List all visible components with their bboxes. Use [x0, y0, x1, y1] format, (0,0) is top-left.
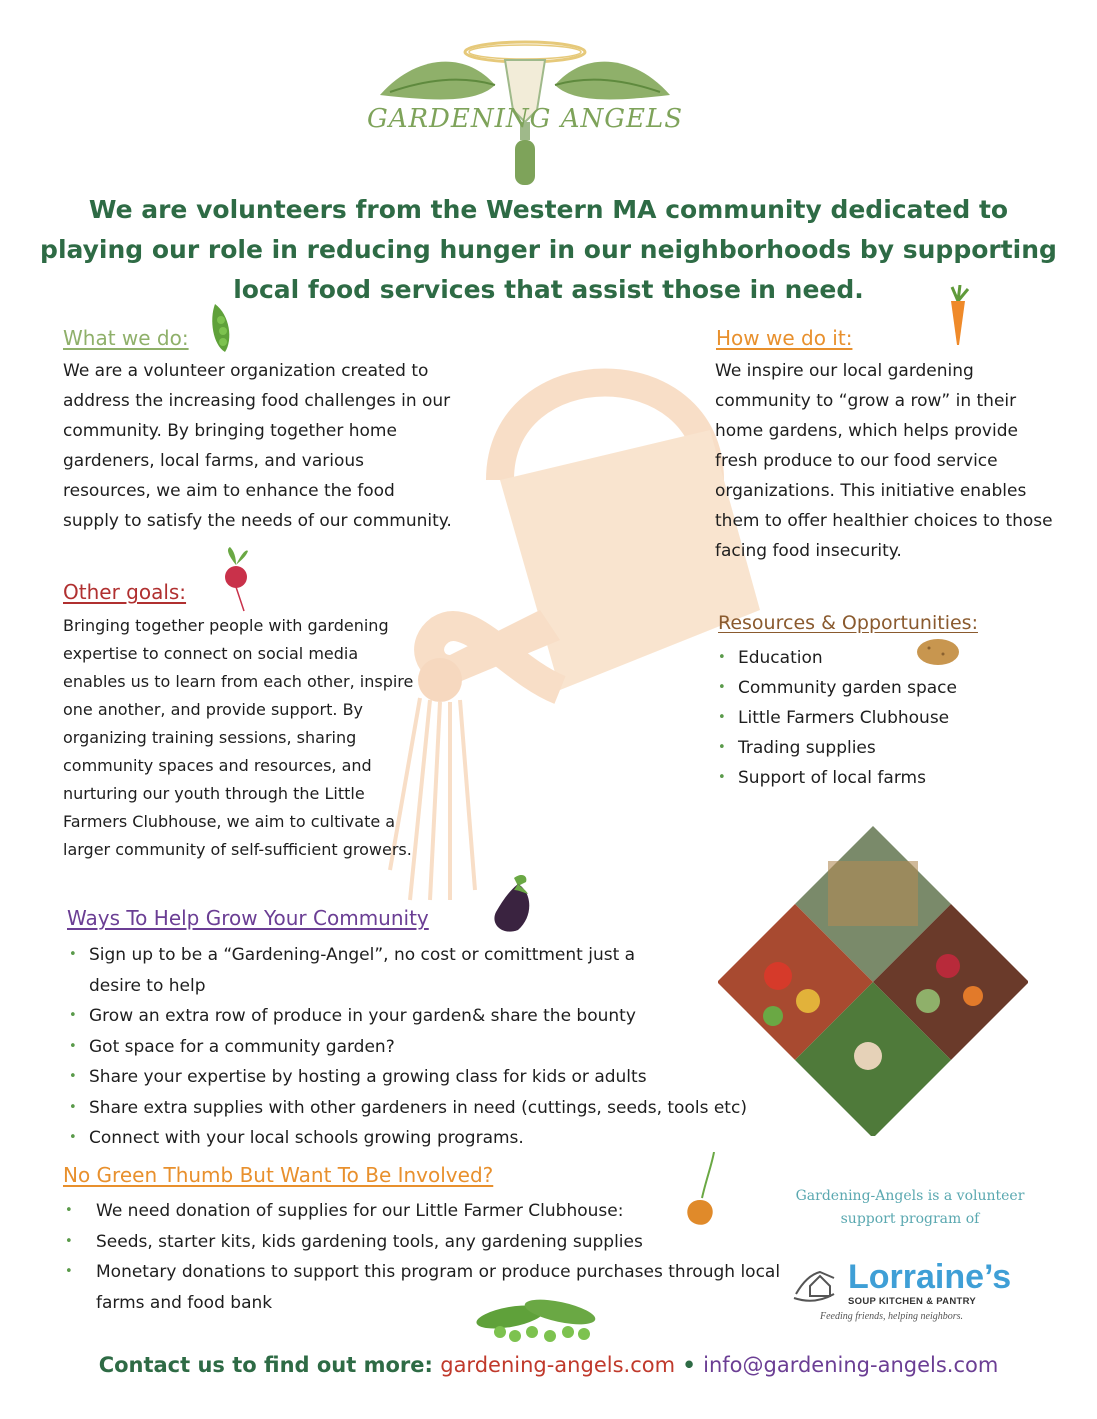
radish-icon [220, 545, 252, 613]
resources-heading: Resources & Opportunities: [718, 612, 978, 634]
list-item: • Got space for a community garden? [67, 1032, 787, 1063]
list-item: • Grow an extra row of produce in your garden& share the bounty [67, 1001, 787, 1032]
pea-pod-icon [205, 300, 235, 355]
lorraines-house-hands-icon [790, 1264, 842, 1304]
carrot-icon [938, 285, 978, 347]
what-we-do-body: We are a volunteer organization created to address the increasing food challenges in our community. By bringing together home gardeners, local farms, and various resources, we aim to enhance the food supply to satisfy the needs of our community. [63, 361, 452, 531]
headline: We are volunteers from the Western MA community dedicated to playing our role in reducing hunger in our neighborhoods by supporting local food services that assist those in need. [40, 195, 1057, 304]
resources-list [716, 643, 1036, 793]
what-we-do-heading: What we do: [63, 326, 189, 350]
list-item: • Sign up to be a “Gardening-Angel”, no cost or comittment just a desire to help [67, 940, 689, 1001]
how-we-do-it-heading: How we do it: [716, 326, 853, 350]
eggplant-icon [488, 868, 536, 936]
list-item: • We need donation of supplies for our Little Farmer Clubhouse: [63, 1196, 793, 1227]
list-item: • Seeds, starter kits, kids gardening tools, any gardening supplies [63, 1227, 793, 1258]
contact-separator: • [682, 1353, 696, 1377]
list-item: • Support of local farms [716, 763, 1036, 793]
email-link[interactable]: info@gardening-angels.com [703, 1353, 999, 1377]
contact-prefix: Contact us to find out more: [98, 1353, 433, 1377]
logo-text: GARDENING ANGELS [366, 104, 684, 134]
peas-pile-icon [470, 1282, 610, 1344]
other-goals-heading: Other goals: [63, 580, 187, 604]
how-we-do-it-body: We inspire our local gardening community to “grow a row” in their home gardens, which helps provide fresh produce to our food service organizations. This initiative enables them to offer healthier choices to those facing food insecurity. [715, 361, 1053, 561]
ways-to-help-heading: Ways To Help Grow Your Community [67, 906, 429, 930]
list-item: • Monetary donations to support this program or produce purchases through local farms and food bank [63, 1257, 796, 1318]
lorraines-tagline: Feeding friends, helping neighbors. [820, 1311, 964, 1322]
lorraines-subtitle: SOUP KITCHEN & PANTRY [848, 1296, 977, 1307]
program-note: Gardening-Angels is a volunteer support program of [795, 1188, 1025, 1227]
contact-line [0, 1353, 1097, 1377]
list-item: • Share your expertise by hosting a growing class for kids or adults [67, 1062, 787, 1093]
list-item: • Little Farmers Clubhouse [716, 703, 1036, 733]
ways-to-help-list [67, 940, 787, 1154]
no-green-thumb-list [63, 1196, 793, 1318]
list-item: • Trading supplies [716, 733, 1036, 763]
list-item: • Connect with your local schools growing programs. [67, 1123, 787, 1154]
other-goals-body: Bringing together people with gardening expertise to connect on social media enables us to learn from each other, inspire one another, and provide support. By organizing training sessions, sharing community spaces and resources, and nurturing our youth through the Little Farmers Clubhouse, we aim to cultivate a larger community of self-sufficient growers. [63, 616, 414, 859]
no-green-thumb-heading: No Green Thumb But Want To Be Involved? [63, 1163, 494, 1187]
list-item: • Education [716, 643, 1036, 673]
lorraines-name: Lorraine’s [848, 1258, 1012, 1296]
website-link[interactable]: gardening-angels.com [440, 1353, 676, 1377]
list-item: • Share extra supplies with other gardeners in need (cuttings, seeds, tools etc) [67, 1093, 787, 1124]
list-item: • Community garden space [716, 673, 1036, 703]
